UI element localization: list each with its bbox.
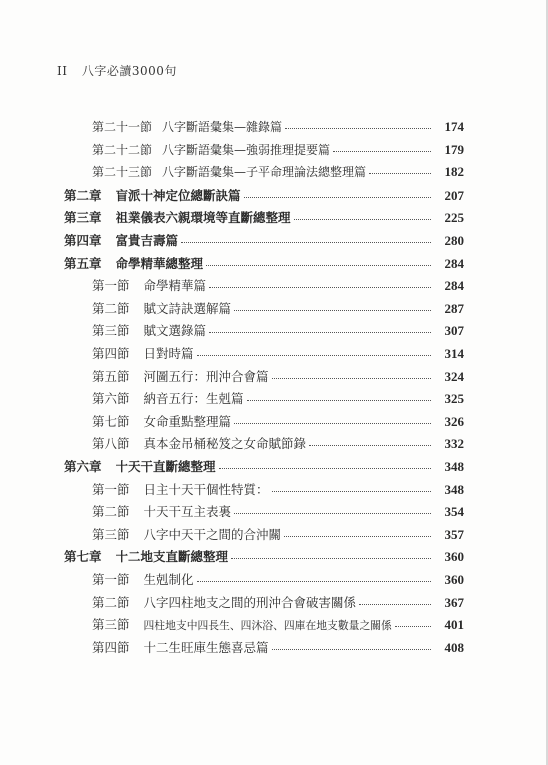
toc-section-entry (92, 299, 464, 321)
toc-section-entry (92, 570, 464, 592)
toc-entry-title: 賦文詩訣選解篇 (143, 300, 232, 316)
toc-section-entry (92, 118, 464, 140)
toc-entry-number: 第五節 (92, 368, 130, 384)
toc-entry-title: 富貴吉壽篇 (115, 233, 179, 248)
toc-entry-title: 八字斷語彙集—強弱推理提要篇 (162, 142, 331, 157)
toc-entry-number: 第三節 (92, 323, 130, 339)
toc-entry-number: 第二節 (92, 300, 130, 316)
toc-entry-title: 十二地支直斷總整理 (115, 549, 229, 565)
dot-leader (244, 197, 431, 198)
toc-chapter-entry (64, 231, 464, 253)
toc-page-number: 348 (444, 481, 464, 497)
toc-page-number: 367 (444, 594, 464, 610)
dot-leader (209, 287, 431, 288)
dot-leader (234, 310, 431, 311)
toc-section-entry (92, 412, 464, 434)
toc-entry-title: 日對時篇 (143, 346, 194, 361)
toc-entry-title: 日主十天干個性特質： (143, 481, 269, 497)
dot-leader (309, 445, 431, 446)
toc-entry-title: 十天干直斷總整理 (115, 459, 216, 474)
toc-entry-number: 第二十二節 (92, 142, 153, 157)
toc-entry-title: 生剋制化 (143, 572, 194, 587)
toc-entry-number: 第七節 (92, 413, 130, 429)
toc-section-entry (92, 525, 464, 547)
toc-entry-number: 第一節 (92, 481, 130, 497)
dot-leader (181, 242, 431, 243)
dot-leader (272, 649, 431, 650)
toc-section-entry (92, 502, 464, 524)
dot-leader (219, 468, 431, 469)
toc-entry-title: 八字斷語彙集—雜錄篇 (162, 120, 283, 134)
toc-page-number: 408 (444, 639, 464, 655)
toc-section-entry (92, 367, 464, 389)
toc-section-entry (92, 480, 464, 502)
toc-section-entry (92, 344, 464, 366)
toc-entry-number: 第五章 (64, 255, 102, 271)
toc-entry-number: 第八節 (92, 436, 130, 452)
toc-page-number: 314 (444, 346, 464, 361)
toc-page-number: 332 (444, 436, 464, 452)
dot-leader (231, 558, 431, 559)
toc-section-entry (92, 593, 464, 615)
toc-page-number: 326 (444, 413, 464, 429)
toc-entry-number: 第七章 (64, 549, 102, 565)
toc-entry-number: 第二節 (92, 594, 130, 610)
toc-entry-number: 第二節 (92, 504, 130, 520)
toc-chapter-entry (64, 186, 464, 208)
toc-section-entry (92, 321, 464, 343)
toc-section-entry (92, 141, 464, 163)
toc-entry-number: 第四章 (64, 233, 102, 248)
dot-leader (272, 378, 431, 379)
toc-page-number: 225 (444, 210, 464, 226)
toc-page-number: 174 (444, 119, 464, 134)
dot-leader (294, 219, 431, 220)
toc-page-number: 324 (444, 368, 464, 384)
toc-page-number: 284 (444, 255, 464, 271)
toc-section-entry (92, 434, 464, 456)
dot-leader (272, 491, 431, 492)
toc-entry-number: 第三章 (64, 210, 102, 226)
toc-page-number: 348 (444, 459, 464, 474)
toc-section-entry (92, 163, 464, 185)
toc-section-entry (92, 276, 464, 298)
dot-leader (206, 265, 431, 266)
toc-entry-title: 命學精華篇 (143, 278, 207, 294)
toc-entry-number: 第四節 (92, 346, 130, 361)
toc-page-number: 307 (444, 323, 464, 339)
toc-entry-title: 八字中天干之間的合沖關 (143, 526, 282, 542)
dot-leader (395, 626, 431, 627)
dot-leader (234, 513, 431, 514)
toc-entry-title: 十天干互主表裏 (143, 504, 232, 520)
toc-page-number: 354 (444, 504, 464, 520)
toc-page-number: 360 (444, 572, 464, 587)
toc-entry-title: 盲派十神定位總斷訣篇 (115, 187, 241, 203)
book-title: 八字必讀3000句 (81, 64, 177, 78)
toc-entry-number: 第三節 (92, 526, 130, 542)
dot-leader (247, 400, 431, 401)
toc-entry-title: 十二生旺庫生態喜忌篇 (143, 639, 269, 655)
toc-entry-title: 八字斷語彙集—子平命理論法總整理篇 (162, 165, 367, 180)
toc-entry-title: 祖業儀表六親環境等直斷總整理 (115, 210, 291, 226)
toc-chapter-entry (64, 254, 464, 276)
toc-entry-number: 第一節 (92, 278, 130, 294)
toc-entry-title: 真本金吊桶秘笈之女命賦節錄 (143, 436, 307, 452)
toc-entry-title: 女命重點整理篇 (143, 413, 232, 429)
dot-leader (369, 173, 431, 174)
dot-leader (197, 581, 431, 582)
toc-section-entry (92, 638, 464, 660)
toc-page-number: 207 (444, 187, 464, 203)
dot-leader (285, 128, 431, 129)
toc-entry-title: 賦文選錄篇 (143, 323, 207, 339)
toc-entry-title: 納音五行：生剋篇 (143, 391, 244, 407)
toc-page-number: 357 (444, 526, 464, 542)
toc-entry-number: 第二十一節 (92, 120, 153, 134)
dot-leader (359, 604, 431, 605)
toc-entry-title: 命學精華總整理 (115, 255, 204, 271)
toc-entry-number: 第六節 (92, 391, 130, 407)
dot-leader (284, 536, 431, 537)
toc-section-entry (92, 389, 464, 411)
toc-entry-title: 八字四柱地支之間的刑沖合會破害關係 (143, 594, 357, 610)
toc-page-number: 287 (444, 300, 464, 316)
toc-entry-number: 第一節 (92, 572, 130, 587)
toc-entry-title: 河圖五行：刑沖合會篇 (143, 368, 269, 384)
page-roman-numeral: II (57, 64, 68, 78)
toc-page-number: 280 (444, 233, 464, 248)
toc-page-number: 182 (444, 164, 464, 180)
dot-leader (333, 151, 431, 152)
toc-entry-title: 四柱地支中四長生、四沐浴、四庫在地支數量之關係 (143, 619, 392, 633)
running-head (57, 62, 177, 79)
toc-page-number: 179 (444, 141, 464, 157)
toc-section-entry (92, 615, 464, 637)
toc-entry-number: 第二十三節 (92, 165, 153, 180)
dot-leader (197, 355, 431, 356)
toc-entry-number: 第三節 (92, 617, 130, 633)
toc-chapter-entry (64, 457, 464, 479)
toc-page-number: 284 (444, 278, 464, 294)
toc-page-number: 401 (444, 617, 464, 633)
toc-entry-number: 第四節 (92, 639, 130, 655)
toc-page-number: 325 (444, 391, 464, 407)
toc-page-number: 360 (444, 549, 464, 565)
toc-entry-number: 第六章 (64, 459, 102, 474)
dot-leader (234, 423, 431, 424)
toc-chapter-entry (64, 547, 464, 569)
dot-leader (209, 332, 431, 333)
toc-chapter-entry (64, 208, 464, 230)
toc-entry-number: 第二章 (64, 187, 102, 203)
